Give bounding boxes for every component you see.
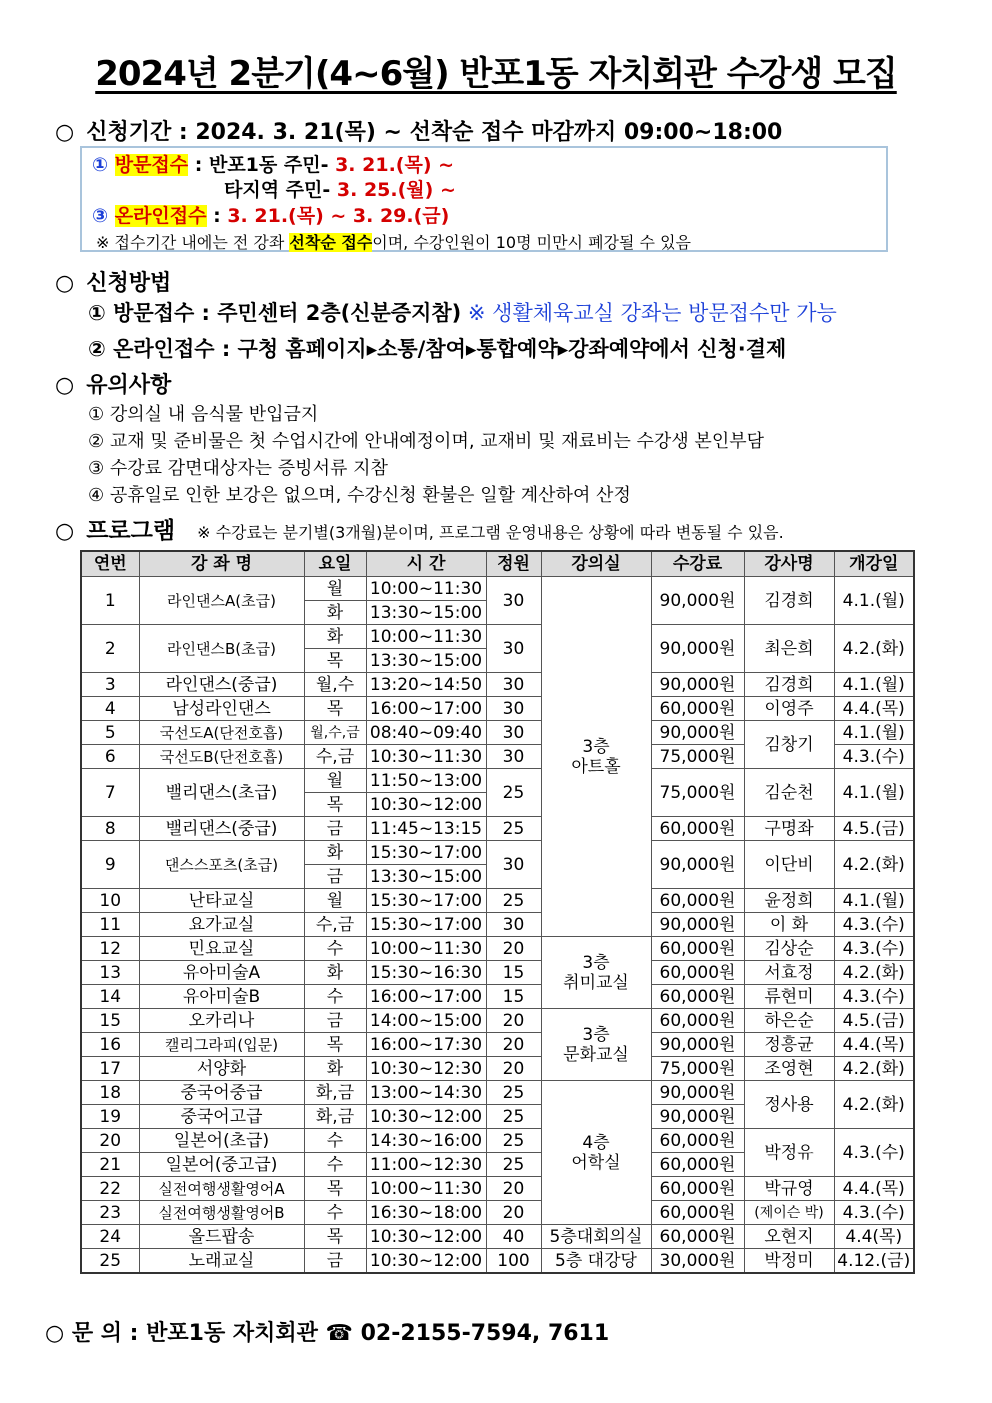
table-cell: 남성라인댄스: [139, 697, 304, 721]
table-cell: 14:00~15:00: [366, 1009, 486, 1033]
table-cell: 17: [81, 1057, 139, 1081]
table-cell: 30: [486, 745, 541, 769]
table-cell: 16:00~17:30: [366, 1033, 486, 1057]
program-heading: ○ 프로그램 ※ 수강료는 분기별(3개월)분이며, 프로그램 운영내용은 상황에 따라 변동될 수 있음.: [55, 518, 784, 544]
table-cell: 실전여행생활영어A: [139, 1177, 304, 1201]
table-cell: 3층 문화교실: [541, 1009, 651, 1081]
table-cell: 월,수,금: [304, 721, 366, 745]
table-cell: 3층 취미교실: [541, 937, 651, 1009]
table-cell: 40: [486, 1225, 541, 1249]
table-cell: 25: [486, 1153, 541, 1177]
table-cell: 10:30~12:00: [366, 1225, 486, 1249]
table-cell: 30: [486, 913, 541, 937]
notice-item: ④ 공휴일로 인한 보강은 없으며, 수강신청 환불은 일할 계산하여 산정: [88, 485, 631, 506]
table-cell: 4.4.(목): [834, 697, 914, 721]
table-cell: 30: [486, 577, 541, 625]
program-table: [80, 550, 915, 1274]
column-header: 정원: [486, 551, 541, 577]
table-cell: 30,000원: [651, 1249, 744, 1274]
table-cell: (제이슨 박): [744, 1201, 834, 1225]
table-cell: 10:30~12:00: [366, 1249, 486, 1274]
table-cell: 4.1.(월): [834, 769, 914, 817]
table-cell: 김경희: [744, 673, 834, 697]
table-row: [81, 1009, 914, 1033]
table-cell: 4.5.(금): [834, 1009, 914, 1033]
table-cell: 10:30~12:00: [366, 793, 486, 817]
table-cell: 5층대회의실: [541, 1225, 651, 1249]
table-cell: 20: [486, 1177, 541, 1201]
table-cell: 12: [81, 937, 139, 961]
table-cell: 수: [304, 985, 366, 1009]
table-cell: 6: [81, 745, 139, 769]
table-cell: 3: [81, 673, 139, 697]
table-row: [81, 1057, 914, 1081]
table-cell: 60,000원: [651, 1225, 744, 1249]
table-cell: 요가교실: [139, 913, 304, 937]
table-cell: 이영주: [744, 697, 834, 721]
table-cell: 수: [304, 1201, 366, 1225]
column-header: 개강일: [834, 551, 914, 577]
table-cell: 중국어고급: [139, 1105, 304, 1129]
table-cell: 60,000원: [651, 1153, 744, 1177]
table-cell: 75,000원: [651, 769, 744, 817]
table-cell: 10:30~11:30: [366, 745, 486, 769]
bullet: ○: [55, 120, 75, 145]
table-cell: 25: [81, 1249, 139, 1274]
table-cell: 60,000원: [651, 937, 744, 961]
column-header: 연번: [81, 551, 139, 577]
table-cell: 화: [304, 961, 366, 985]
table-cell: 수,금: [304, 913, 366, 937]
column-header: 수강료: [651, 551, 744, 577]
visit-line-2: 타지역 주민- 3. 25.(월) ~: [224, 179, 456, 201]
table-cell: 15:30~16:30: [366, 961, 486, 985]
table-row: [81, 841, 914, 865]
table-cell: 조영현: [744, 1057, 834, 1081]
table-cell: 오카리나: [139, 1009, 304, 1033]
table-row: [81, 577, 914, 601]
table-cell: 75,000원: [651, 745, 744, 769]
column-header: 강 좌 명: [139, 551, 304, 577]
table-cell: 13:30~15:00: [366, 601, 486, 625]
table-cell: 올드팝송: [139, 1225, 304, 1249]
table-cell: 화,금: [304, 1081, 366, 1105]
table-cell: 4: [81, 697, 139, 721]
table-cell: 일본어(중고급): [139, 1153, 304, 1177]
table-cell: 20: [81, 1129, 139, 1153]
table-cell: 금: [304, 1009, 366, 1033]
table-cell: 4.3.(수): [834, 745, 914, 769]
table-cell: 21: [81, 1153, 139, 1177]
table-cell: 23: [81, 1201, 139, 1225]
table-cell: 60,000원: [651, 1201, 744, 1225]
table-cell: 60,000원: [651, 1129, 744, 1153]
table-cell: 19: [81, 1105, 139, 1129]
table-cell: 라인댄스A(초급): [139, 577, 304, 625]
table-cell: 25: [486, 769, 541, 817]
table-cell: 15:30~17:00: [366, 841, 486, 865]
table-cell: 일본어(초급): [139, 1129, 304, 1153]
table-cell: 댄스스포츠(초급): [139, 841, 304, 889]
table-cell: 목: [304, 649, 366, 673]
table-row: [81, 985, 914, 1009]
notice-heading: ○ 유의사항: [55, 373, 172, 398]
table-cell: 11:00~12:30: [366, 1153, 486, 1177]
table-cell: 90,000원: [651, 841, 744, 889]
table-cell: 60,000원: [651, 985, 744, 1009]
table-cell: 20: [486, 1033, 541, 1057]
table-cell: 5: [81, 721, 139, 745]
table-cell: 금: [304, 817, 366, 841]
table-cell: 60,000원: [651, 1009, 744, 1033]
table-cell: 10: [81, 889, 139, 913]
table-cell: 수: [304, 1153, 366, 1177]
table-row: [81, 769, 914, 793]
table-cell: 10:00~11:30: [366, 577, 486, 601]
table-row: [81, 937, 914, 961]
table-cell: 월,수: [304, 673, 366, 697]
table-row: [81, 1225, 914, 1249]
table-cell: 화: [304, 625, 366, 649]
online-line: ③ 온라인접수 : 3. 21.(목) ~ 3. 29.(금): [92, 205, 450, 227]
table-cell: 11:50~13:00: [366, 769, 486, 793]
table-cell: 류현미: [744, 985, 834, 1009]
table-cell: 60,000원: [651, 697, 744, 721]
table-cell: 금: [304, 865, 366, 889]
table-cell: 월: [304, 889, 366, 913]
table-cell: 이단비: [744, 841, 834, 889]
table-cell: 25: [486, 1081, 541, 1105]
table-cell: 13:00~14:30: [366, 1081, 486, 1105]
column-header: 요일: [304, 551, 366, 577]
column-header: 강의실: [541, 551, 651, 577]
table-cell: 30: [486, 721, 541, 745]
table-cell: 하은순: [744, 1009, 834, 1033]
table-cell: 국선도A(단전호흡): [139, 721, 304, 745]
table-cell: 15: [486, 985, 541, 1009]
box-note: ※ 접수기간 내에는 전 강좌 선착순 접수이며, 수강인원이 10명 미만시 폐강될 수 있음: [96, 233, 691, 252]
table-row: [81, 1177, 914, 1201]
table-row: [81, 961, 914, 985]
table-cell: 15: [81, 1009, 139, 1033]
table-cell: 20: [486, 1201, 541, 1225]
table-header-row: [81, 551, 914, 577]
table-cell: 유아미술B: [139, 985, 304, 1009]
table-cell: 월: [304, 577, 366, 601]
table-cell: 9: [81, 841, 139, 889]
table-cell: 4.4.(목): [834, 1033, 914, 1057]
table-cell: 서양화: [139, 1057, 304, 1081]
table-cell: 30: [486, 625, 541, 673]
table-cell: 13:30~15:00: [366, 865, 486, 889]
table-cell: 15:30~17:00: [366, 913, 486, 937]
table-cell: 김상순: [744, 937, 834, 961]
table-cell: 4.1.(월): [834, 673, 914, 697]
table-cell: 60,000원: [651, 1177, 744, 1201]
table-cell: 90,000원: [651, 1081, 744, 1105]
table-cell: 08:40~09:40: [366, 721, 486, 745]
table-cell: 4.2.(화): [834, 625, 914, 673]
table-cell: 25: [486, 1105, 541, 1129]
page-title: 2024년 2분기(4~6월) 반포1동 자치회관 수강생 모집: [95, 54, 897, 94]
table-cell: 14:30~16:00: [366, 1129, 486, 1153]
table-cell: 유아미술A: [139, 961, 304, 985]
period-line: [55, 115, 782, 146]
table-cell: 30: [486, 841, 541, 889]
table-cell: 13:30~15:00: [366, 649, 486, 673]
table-cell: 10:00~11:30: [366, 625, 486, 649]
contact-line: ○ 문 의 : 반포1동 자치회관 ☎ 02-2155-7594, 7611: [45, 1321, 610, 1346]
table-cell: 노래교실: [139, 1249, 304, 1274]
table-cell: 20: [486, 1009, 541, 1033]
visit-label: 방문접수: [114, 154, 189, 176]
table-cell: 25: [486, 889, 541, 913]
table-cell: 화,금: [304, 1105, 366, 1129]
table-row: [81, 1249, 914, 1274]
reception-box: [80, 146, 888, 252]
table-cell: 16:00~17:00: [366, 985, 486, 1009]
table-cell: 4.2.(화): [834, 961, 914, 985]
table-cell: 박규영: [744, 1177, 834, 1201]
table-cell: 90,000원: [651, 577, 744, 625]
notice-item: ① 강의실 내 음식물 반입금지: [88, 404, 319, 425]
table-cell: 김경희: [744, 577, 834, 625]
table-cell: 금: [304, 1249, 366, 1274]
table-cell: 이 화: [744, 913, 834, 937]
table-cell: 11: [81, 913, 139, 937]
table-cell: 24: [81, 1225, 139, 1249]
table-cell: 4.2.(화): [834, 1057, 914, 1081]
table-cell: 4층 어학실: [541, 1081, 651, 1225]
notice-item: ③ 수강료 감면대상자는 증빙서류 지참: [88, 458, 388, 479]
table-cell: 월: [304, 769, 366, 793]
table-cell: 4.1.(월): [834, 889, 914, 913]
table-row: [81, 889, 914, 913]
table-cell: 10:00~11:30: [366, 937, 486, 961]
column-header: 시 간: [366, 551, 486, 577]
table-cell: 16:30~18:00: [366, 1201, 486, 1225]
table-cell: 15: [486, 961, 541, 985]
notice-item: ② 교재 및 준비물은 첫 수업시간에 안내예정이며, 교재비 및 재료비는 수강생 본인부담: [88, 431, 764, 452]
table-cell: 4.4.(목): [834, 1177, 914, 1201]
table-cell: 22: [81, 1177, 139, 1201]
table-row: [81, 1033, 914, 1057]
table-cell: 김순천: [744, 769, 834, 817]
method-item-1: ① 방문접수 : 주민센터 2층(신분증지참) ※ 생활체육교실 강좌는 방문접수만 가능: [88, 301, 837, 325]
table-cell: 90,000원: [651, 625, 744, 673]
table-cell: 구명좌: [744, 817, 834, 841]
table-cell: 화: [304, 841, 366, 865]
table-cell: 4.3.(수): [834, 985, 914, 1009]
table-row: [81, 625, 914, 649]
table-cell: 수,금: [304, 745, 366, 769]
table-cell: 30: [486, 673, 541, 697]
method-heading: ○ 신청방법: [55, 271, 172, 296]
table-cell: 13: [81, 961, 139, 985]
table-cell: 4.5.(금): [834, 817, 914, 841]
table-cell: 화: [304, 601, 366, 625]
table-row: [81, 1081, 914, 1105]
table-cell: 20: [486, 937, 541, 961]
table-row: [81, 1201, 914, 1225]
table-cell: 7: [81, 769, 139, 817]
table-cell: 수: [304, 937, 366, 961]
table-cell: 4.1.(월): [834, 721, 914, 745]
table-cell: 중국어중급: [139, 1081, 304, 1105]
table-cell: 목: [304, 1177, 366, 1201]
table-cell: 실전여행생활영어B: [139, 1201, 304, 1225]
table-cell: 최은희: [744, 625, 834, 673]
table-cell: 90,000원: [651, 913, 744, 937]
visit-line: ① 방문접수 : 반포1동 주민- 3. 21.(목) ~: [92, 154, 455, 176]
table-cell: 14: [81, 985, 139, 1009]
table-cell: 정흥균: [744, 1033, 834, 1057]
table-cell: 민요교실: [139, 937, 304, 961]
table-cell: 1: [81, 577, 139, 625]
table-cell: 수: [304, 1129, 366, 1153]
table-row: [81, 913, 914, 937]
table-cell: 4.4(목): [834, 1225, 914, 1249]
table-cell: 90,000원: [651, 673, 744, 697]
table-cell: 8: [81, 817, 139, 841]
period-text: 신청기간 : 2024. 3. 21(목) ~ 선착순 접수 마감까지 09:00~18:00: [86, 120, 783, 145]
table-cell: 16: [81, 1033, 139, 1057]
table-cell: 75,000원: [651, 1057, 744, 1081]
table-cell: 20: [486, 1057, 541, 1081]
table-row: [81, 721, 914, 745]
table-cell: 60,000원: [651, 889, 744, 913]
table-cell: 4.12.(금): [834, 1249, 914, 1274]
table-cell: 30: [486, 697, 541, 721]
table-cell: 오현지: [744, 1225, 834, 1249]
table-cell: 4.3.(수): [834, 937, 914, 961]
table-cell: 13:20~14:50: [366, 673, 486, 697]
online-label: 온라인접수: [114, 205, 207, 227]
table-cell: 4.3.(수): [834, 913, 914, 937]
table-cell: 3층 아트홀: [541, 577, 651, 937]
table-cell: 2: [81, 625, 139, 673]
table-cell: 4.3.(수): [834, 1201, 914, 1225]
table-cell: 목: [304, 793, 366, 817]
table-cell: 25: [486, 1129, 541, 1153]
table-cell: 목: [304, 1225, 366, 1249]
table-cell: 국선도B(단전호흡): [139, 745, 304, 769]
table-row: [81, 673, 914, 697]
table-cell: 90,000원: [651, 1105, 744, 1129]
table-cell: 박정유: [744, 1129, 834, 1177]
table-row: [81, 697, 914, 721]
method-item-2: ② 온라인접수 : 구청 홈페이지▸소통/참여▸통합예약▸강좌예약에서 신청·결제: [88, 337, 787, 361]
table-cell: 25: [486, 817, 541, 841]
table-cell: 5층 대강당: [541, 1249, 651, 1274]
table-cell: 11:45~13:15: [366, 817, 486, 841]
table-cell: 난타교실: [139, 889, 304, 913]
table-cell: 4.1.(월): [834, 577, 914, 625]
table-cell: 목: [304, 1033, 366, 1057]
table-cell: 라인댄스B(초급): [139, 625, 304, 673]
table-cell: 10:30~12:30: [366, 1057, 486, 1081]
column-header: 강사명: [744, 551, 834, 577]
table-cell: 16:00~17:00: [366, 697, 486, 721]
table-cell: 15:30~17:00: [366, 889, 486, 913]
table-cell: 김창기: [744, 721, 834, 769]
table-cell: 4.2.(화): [834, 1081, 914, 1129]
table-cell: 윤정희: [744, 889, 834, 913]
table-cell: 100: [486, 1249, 541, 1274]
table-cell: 정사용: [744, 1081, 834, 1129]
table-cell: 60,000원: [651, 961, 744, 985]
table-cell: 90,000원: [651, 721, 744, 745]
table-cell: 10:00~11:30: [366, 1177, 486, 1201]
table-cell: 목: [304, 697, 366, 721]
table-cell: 라인댄스(중급): [139, 673, 304, 697]
table-cell: 캘리그라피(입문): [139, 1033, 304, 1057]
table-cell: 밸리댄스(초급): [139, 769, 304, 817]
table-cell: 박정미: [744, 1249, 834, 1274]
table-cell: 18: [81, 1081, 139, 1105]
table-cell: 4.3.(수): [834, 1129, 914, 1177]
table-cell: 밸리댄스(중급): [139, 817, 304, 841]
table-cell: 4.2.(화): [834, 841, 914, 889]
table-cell: 서효정: [744, 961, 834, 985]
table-cell: 화: [304, 1057, 366, 1081]
table-row: [81, 1129, 914, 1153]
table-cell: 90,000원: [651, 1033, 744, 1057]
table-row: [81, 817, 914, 841]
table-cell: 10:30~12:00: [366, 1105, 486, 1129]
table-cell: 60,000원: [651, 817, 744, 841]
